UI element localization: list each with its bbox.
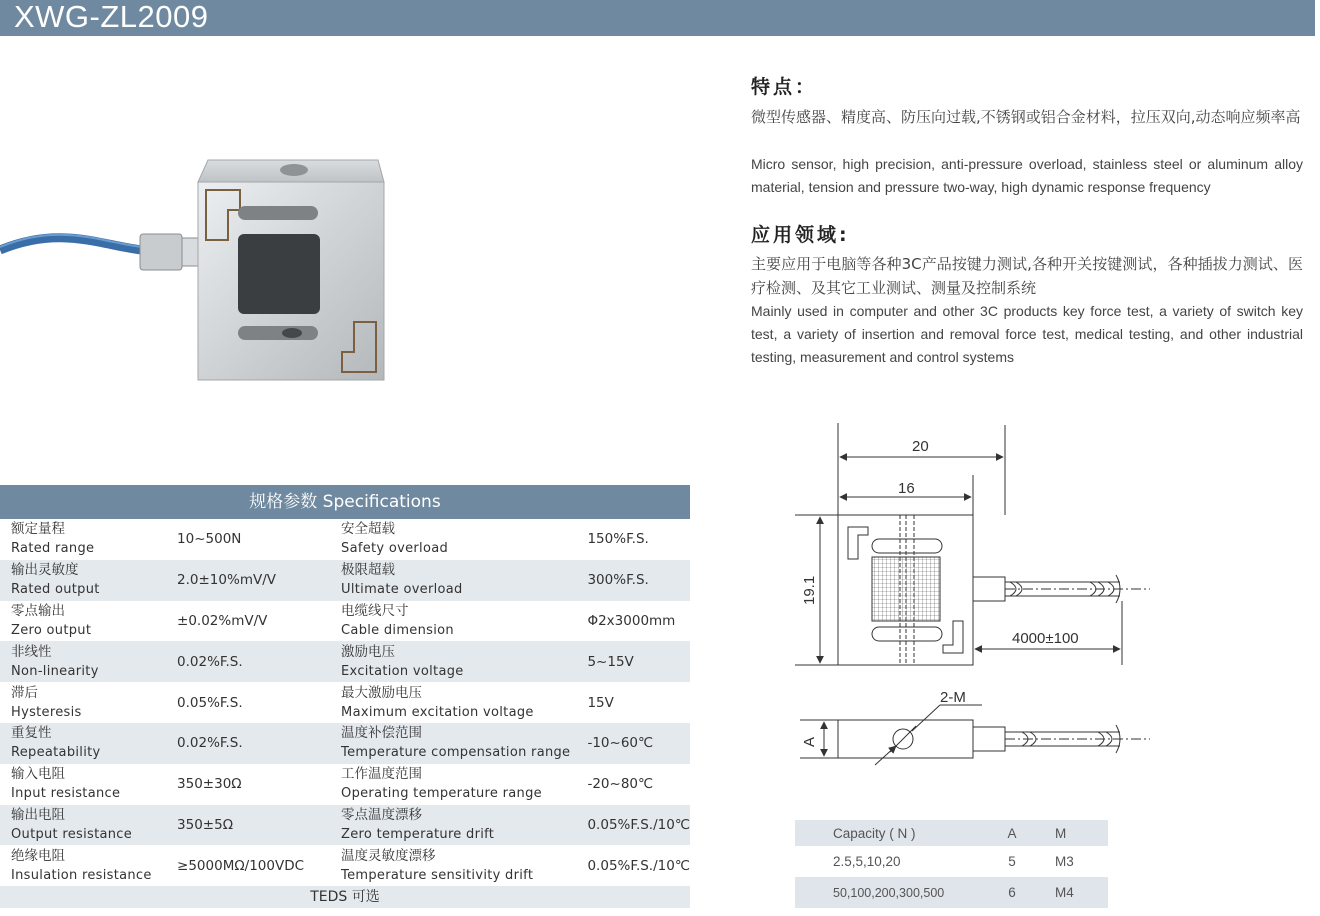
spec-label-left: [0, 845, 166, 886]
spec-label-left: [0, 723, 166, 764]
spec-label-en: Insulation resistance: [11, 867, 152, 883]
features-title: 特点：: [751, 76, 818, 98]
spec-value: 150%F.S.: [587, 531, 649, 548]
spec-label-left: [0, 805, 166, 846]
spec-label-cn: 最大激励电压: [341, 684, 423, 701]
spec-label-en: Operating temperature range: [341, 786, 542, 802]
table-row: [0, 845, 690, 886]
spec-value: 350±5Ω: [177, 816, 234, 833]
spec-label-cn: 输出灵敏度: [11, 562, 79, 579]
table-row: [0, 682, 690, 723]
spec-value-right: [576, 641, 690, 682]
table-row: [0, 519, 690, 560]
spec-value: Φ2x3000mm: [587, 612, 676, 629]
spec-label-cn: 输入电阻: [11, 766, 65, 783]
spec-label-en: Cable dimension: [341, 622, 454, 638]
specifications-header: 规格参数 Specifications: [0, 485, 690, 519]
applications-en: Mainly used in computer and other 3C products key force test, a variety of switch key test, a variety of insertion and removal force test, medical testing, and other industrial testing, measurement and control systems: [751, 303, 1303, 365]
spec-label-left: [0, 560, 166, 601]
specifications-table: [0, 519, 690, 886]
capacity-header-m: M: [1041, 820, 1108, 846]
capacity-range: 50,100,200,300,500: [795, 877, 983, 908]
spec-value: 2.0±10%mV/V: [177, 572, 276, 589]
spec-label-cn: 绝缘电阻: [11, 847, 65, 864]
spec-label-right: [330, 560, 576, 601]
spec-label-en: Hysteresis: [11, 704, 82, 720]
spec-value-right: [576, 601, 690, 642]
spec-label-right: [330, 519, 576, 560]
spec-value: 0.05%F.S.: [177, 694, 243, 711]
spec-label-en: Excitation voltage: [341, 663, 464, 679]
spec-value-right: [576, 764, 690, 805]
spec-value: 0.02%F.S.: [177, 653, 243, 670]
spec-value-right: [576, 805, 690, 846]
spec-value-left: [166, 682, 330, 723]
spec-value-left: [166, 601, 330, 642]
table-row: [795, 846, 1108, 877]
spec-label-cn: 温度灵敏度漂移: [341, 847, 436, 864]
spec-label-cn: 非线性: [11, 643, 52, 660]
spec-label-right: [330, 764, 576, 805]
spec-label-left: [0, 682, 166, 723]
spec-label-en: Non-linearity: [11, 663, 99, 679]
spec-value: 300%F.S.: [587, 572, 649, 589]
holes-label: 2-M: [940, 689, 966, 706]
spec-label-cn: 激励电压: [341, 643, 396, 660]
spec-label-right: [330, 641, 576, 682]
dim-height-label: 19.1: [801, 575, 818, 605]
dim-cable-label: 4000±100: [1012, 630, 1079, 647]
table-row: [0, 764, 690, 805]
capacity-range: 2.5,5,10,20: [833, 854, 901, 869]
spec-label-right: [330, 601, 576, 642]
spec-label-cn: 工作温度范围: [341, 766, 423, 783]
title-bar: [0, 0, 1315, 36]
spec-value-left: [166, 641, 330, 682]
spec-value: 10~500N: [177, 531, 242, 548]
spec-label-cn: 重复性: [11, 725, 52, 742]
spec-value: ≥5000MΩ/100VDC: [177, 857, 305, 874]
spec-label-cn: 滞后: [11, 684, 38, 701]
spec-label-cn: 零点温度漂移: [341, 806, 423, 823]
spec-value-left: [166, 519, 330, 560]
features-cn: 微型传感器、精度高、防压向过载,不锈钢或铝合金材料，拉压双向,动态响应频率高: [751, 108, 1301, 126]
spec-label-en: Zero output: [11, 622, 92, 638]
spec-value-left: [166, 764, 330, 805]
spec-label-left: [0, 601, 166, 642]
table-row: [0, 805, 690, 846]
spec-label-cn: 额定量程: [11, 521, 65, 538]
spec-label-cn: 极限超载: [341, 562, 396, 579]
dim-inner-label: 16: [898, 480, 915, 497]
spec-value-left: [166, 805, 330, 846]
capacity-m: M4: [1041, 877, 1108, 908]
teds-note: TEDS 可选: [0, 886, 690, 908]
spec-label-cn: 电缆线尺寸: [341, 602, 409, 619]
spec-label-left: [0, 519, 166, 560]
spec-label-en: Rated output: [11, 582, 100, 598]
capacity-header-a: A: [983, 820, 1041, 846]
applications-cn: 主要应用于电脑等各种3C产品按键力测试,各种开关按键测试，各种插拔力测试、医疗检测、及其它工业测试、测量及控制系统: [751, 255, 1303, 297]
spec-value-left: [166, 723, 330, 764]
spec-value: ±0.02%mV/V: [177, 612, 268, 629]
spec-value: 0.05%F.S./10℃: [587, 816, 690, 833]
table-row: [0, 641, 690, 682]
spec-label-right: [330, 723, 576, 764]
features-en: Micro sensor, high precision, anti-pressure overload, stainless steel or aluminum alloy material, tension and pressure two-way, high dynamic response frequency: [751, 156, 1303, 195]
spec-label-en: Input resistance: [11, 786, 121, 802]
spec-label-right: [330, 805, 576, 846]
dim-width-label: 20: [912, 438, 929, 455]
spec-label-cn: 零点输出: [11, 602, 65, 619]
capacity-table: [795, 820, 1108, 908]
capacity-header-row: [795, 820, 1108, 846]
spec-value-right: [576, 560, 690, 601]
spec-label-en: Safety overload: [341, 541, 449, 557]
spec-value: 0.02%F.S.: [177, 735, 243, 752]
spec-value: 15V: [587, 694, 614, 711]
spec-value: -10~60℃: [587, 735, 654, 752]
spec-label-en: Zero temperature drift: [341, 826, 495, 842]
spec-value: -20~80℃: [587, 776, 654, 793]
capacity-a: 5: [1008, 854, 1016, 869]
table-row: [795, 877, 1108, 908]
spec-label-cn: 输出电阻: [11, 806, 65, 823]
spec-label-en: Ultimate overload: [341, 582, 463, 598]
spec-label-right: [330, 845, 576, 886]
spec-label-en: Output resistance: [11, 826, 133, 842]
spec-value-right: [576, 682, 690, 723]
spec-label-en: Temperature compensation range: [341, 745, 571, 761]
model-title: XWG-ZL2009: [14, 0, 209, 34]
spec-label-left: [0, 764, 166, 805]
spec-value-right: [576, 519, 690, 560]
dimension-drawing: [790, 415, 1160, 775]
spec-label-cn: 安全超载: [341, 521, 396, 538]
spec-label-en: Repeatability: [11, 745, 101, 761]
table-row: [0, 723, 690, 764]
spec-value-right: [576, 845, 690, 886]
capacity-m: M3: [1055, 854, 1074, 869]
spec-label-left: [0, 641, 166, 682]
spec-value: 5~15V: [587, 653, 634, 670]
spec-value-left: [166, 845, 330, 886]
dim-a-label: A: [801, 736, 818, 747]
spec-value-left: [166, 560, 330, 601]
spec-label-en: Maximum excitation voltage: [341, 704, 534, 720]
capacity-header-capacity: Capacity ( N ): [795, 820, 983, 846]
spec-label-en: Temperature sensitivity drift: [341, 867, 534, 883]
spec-label-en: Rated range: [11, 541, 95, 557]
spec-value: 350±30Ω: [177, 776, 242, 793]
applications-title: 应用领域:: [751, 224, 850, 246]
spec-label-cn: 温度补偿范围: [341, 725, 423, 742]
spec-value-right: [576, 723, 690, 764]
table-row: [0, 560, 690, 601]
spec-label-right: [330, 682, 576, 723]
capacity-a: 6: [983, 877, 1041, 908]
table-row: [0, 601, 690, 642]
product-photo: [0, 150, 400, 390]
spec-value: 0.05%F.S./10℃: [587, 857, 690, 874]
